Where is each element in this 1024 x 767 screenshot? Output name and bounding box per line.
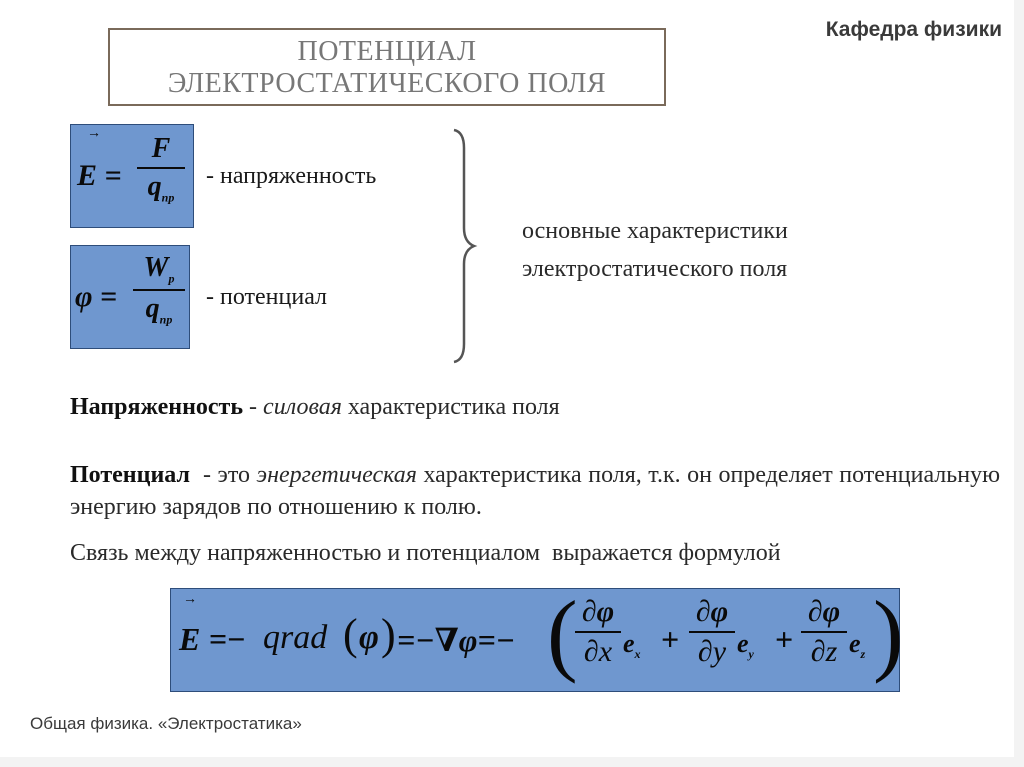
- fraction: [137, 133, 185, 206]
- description-line-2: электростатического поля: [522, 256, 788, 282]
- formula-eq1: =−: [209, 621, 246, 657]
- strength-definition: [70, 394, 560, 421]
- relation-sentence: Связь между напряженностью и потенциалом выражается формулой: [70, 540, 781, 566]
- characteristics-description: [522, 212, 788, 288]
- field-strength-formula: [70, 124, 194, 228]
- denominator: $q_{пр}$: [147, 171, 175, 205]
- potential-label: - потенциал: [206, 284, 328, 310]
- description-line-1: основные характеристики: [522, 218, 788, 244]
- plus-sign: +: [661, 621, 680, 657]
- unit-vector-z: $e_z$: [849, 629, 866, 662]
- unit-vector-y: $e_y$: [737, 629, 754, 662]
- fraction-bar: [137, 167, 185, 169]
- definition-rest: характеристика поля: [341, 394, 560, 420]
- formula-lhs: φ =: [75, 280, 118, 313]
- partial-y: ∂φ ∂y: [689, 595, 735, 669]
- definition-pre: - это: [189, 462, 257, 488]
- term-strength: Напряженность: [70, 394, 244, 420]
- grad-operator: qrad: [263, 619, 328, 656]
- field-strength-label: - напряженность: [206, 163, 377, 189]
- plus-sign: +: [775, 621, 794, 657]
- term-potential: Потенциал: [70, 462, 190, 488]
- title-line-2: ЭЛЕКТРОСТАТИЧЕСКОГО ПОЛЯ: [167, 68, 607, 99]
- phi-symbol: φ: [359, 619, 379, 656]
- numerator: F: [151, 133, 171, 164]
- department-label: Кафедра физики: [825, 18, 1002, 41]
- big-paren-close: ): [873, 582, 904, 684]
- numerator: $W_p$: [143, 252, 175, 286]
- curly-brace-icon: [450, 128, 480, 364]
- emphasis-energy: энергетическая: [256, 462, 417, 488]
- paren-close: ): [381, 610, 396, 659]
- footer-course-label: Общая физика. «Электростатика»: [30, 714, 302, 733]
- formula-lhs: E =: [77, 159, 122, 192]
- partial-x: ∂φ ∂x: [575, 595, 621, 669]
- formula-eq2: =−∇φ=−: [397, 622, 516, 658]
- potential-definition: [70, 459, 1000, 523]
- fraction: [133, 252, 185, 327]
- dash: -: [243, 394, 264, 420]
- definition-rest: характеристика поля, т.к. он определяет потенциальную энергию зарядов по отношению к полю.: [70, 462, 1000, 520]
- fraction-bar: [133, 289, 185, 291]
- title-line-1: ПОТЕНЦИАЛ: [297, 36, 477, 67]
- formula-lhs: E: [179, 621, 201, 657]
- potential-formula: [70, 245, 190, 349]
- vector-arrow-icon: →: [183, 592, 197, 607]
- denominator: $q_{пр}$: [145, 292, 173, 327]
- emphasis-force: силовая: [263, 394, 342, 420]
- paren-open: (: [343, 610, 358, 659]
- partial-z: ∂φ ∂z: [801, 595, 847, 669]
- big-paren-open: (: [547, 582, 578, 684]
- unit-vector-x: $e_x$: [623, 629, 641, 662]
- slide-title: [108, 28, 666, 106]
- gradient-formula: [170, 582, 904, 692]
- vector-arrow-icon: →: [87, 126, 101, 141]
